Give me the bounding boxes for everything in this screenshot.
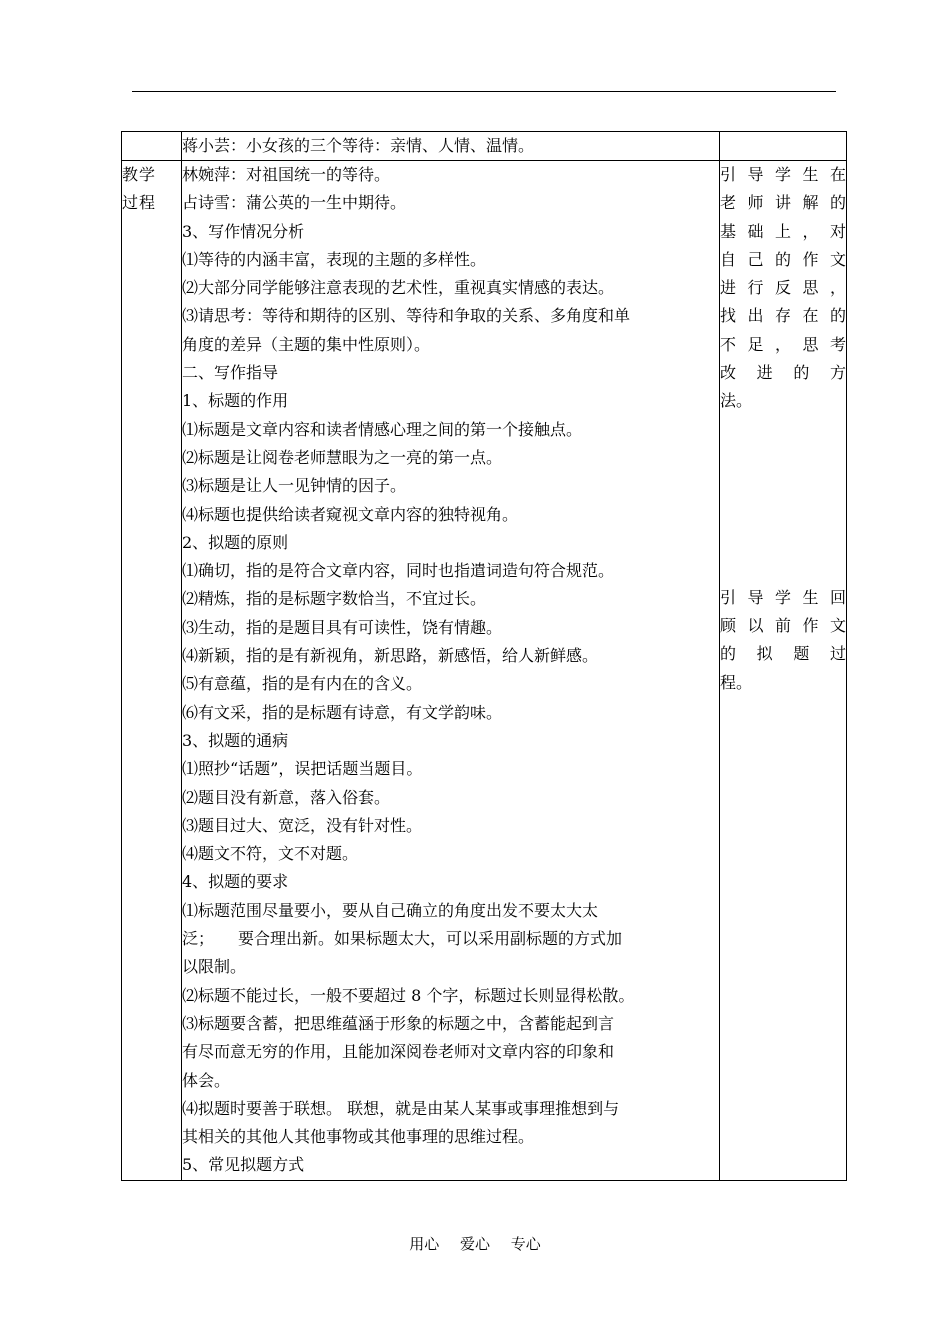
table-row	[122, 132, 847, 161]
note-line: 程。	[720, 672, 753, 692]
content-line: ⑵题目没有新意，落入俗套。	[182, 787, 391, 807]
note-line: 基础上，对	[720, 221, 846, 241]
content-line: ⑹有文采，指的是标题有诗意，有文学韵味。	[182, 702, 503, 722]
table-row	[122, 161, 847, 1181]
content-line: ⑶题目过大、宽泛，没有针对性。	[182, 815, 423, 835]
content-line: ⑵精炼，指的是标题字数恰当，不宜过长。	[182, 589, 487, 609]
content-line: ⑴标题是文章内容和读者情感心理之间的第一个接触点。	[182, 419, 583, 439]
content-line: 4、拟题的要求	[182, 872, 289, 892]
note-cell-empty	[720, 132, 847, 161]
note-line: 的拟题过	[720, 644, 846, 664]
content-line: ⑶请思考：等待和期待的区别、等待和争取的关系、多角度和单	[182, 306, 631, 326]
content-line: 角度的差异（主题的集中性原则）。	[182, 334, 431, 354]
content-line: ⑴照抄“话题”，误把话题当题目。	[182, 759, 423, 779]
content-cell	[182, 161, 720, 1181]
content-line: ⑷拟题时要善于联想。 联想，就是由某人某事或事理推想到与	[182, 1098, 620, 1118]
content-line: 有尽而意无穷的作用，且能加深阅卷老师对文章内容的印象和	[182, 1042, 615, 1062]
note-line: 改进的方	[720, 363, 846, 383]
note-line: 进行反思，	[720, 278, 846, 298]
content-line: ⑷新颖，指的是有新视角，新思路，新感悟，给人新鲜感。	[182, 646, 599, 666]
note-block-1	[720, 161, 846, 416]
note-line: 不足，思考	[720, 334, 846, 354]
content-line: 5、常见拟题方式	[182, 1155, 305, 1175]
content-line: ⑷标题也提供给读者窥视文章内容的独特视角。	[182, 504, 519, 524]
content-line: 3、拟题的通病	[182, 730, 289, 750]
note-block-2	[720, 584, 846, 697]
content-line: ⑵标题不能过长，一般不要超过 8 个字，标题过长则显得松散。	[182, 985, 635, 1005]
label-cell-empty	[122, 132, 182, 161]
note-line: 引导学生回	[720, 587, 846, 607]
footer-word: 爱心	[459, 1235, 490, 1253]
content-line: ⑵大部分同学能够注意表现的艺术性，重视真实情感的表达。	[182, 278, 615, 298]
section-label-cell	[122, 161, 182, 1181]
content-line: ⑴等待的内涵丰富，表现的主题的多样性。	[182, 249, 487, 269]
content-line: 1、标题的作用	[182, 391, 289, 411]
note-line: 老师讲解的	[720, 193, 846, 213]
content-line: ⑶标题是让人一见钟情的因子。	[182, 476, 407, 496]
content-line: ⑵标题是让阅卷老师慧眼为之一亮的第一点。	[182, 447, 503, 467]
content-line: ⑶生动，指的是题目具有可读性，饶有情趣。	[182, 617, 503, 637]
section-label-line: 过程	[122, 193, 157, 213]
content-line: 其相关的其他人其他事物或其他事理的思维过程。	[182, 1127, 535, 1147]
content-line: 泛； 要合理出新。如果标题太大，可以采用副标题的方式加	[182, 929, 623, 949]
header-rule	[132, 91, 836, 92]
content-line: ⑴标题范围尽量要小，要从自己确立的角度出发不要太大太	[182, 900, 599, 920]
footer-word: 用心	[409, 1235, 440, 1253]
content-line: 二、写作指导	[182, 363, 279, 383]
content-line: 3、写作情况分析	[182, 221, 305, 241]
content-line: ⑷题文不符，文不对题。	[182, 844, 359, 864]
content-line: 占诗雪：蒲公英的一生中期待。	[182, 193, 407, 213]
content-line: ⑶标题要含蓄，把思维蕴涵于形象的标题之中，含蓄能起到言	[182, 1013, 615, 1033]
content-line: ⑴确切，指的是符合文章内容，同时也指遣词造句符合规范。	[182, 561, 615, 581]
note-gap	[720, 416, 846, 584]
content-line: 以限制。	[182, 957, 247, 977]
section-label-line: 教学	[122, 165, 157, 184]
content-line: 2、拟题的原则	[182, 532, 289, 552]
note-line: 法。	[720, 391, 753, 411]
content-line: ⑸有意蕴，指的是有内在的含义。	[182, 674, 423, 694]
page-footer	[0, 1233, 950, 1254]
note-cell	[720, 161, 847, 1181]
lesson-plan-table	[121, 131, 847, 1181]
content-line: 体会。	[182, 1070, 231, 1090]
content-line: 蒋小芸：小女孩的三个等待：亲情、人情、温情。	[182, 136, 535, 155]
content-cell	[182, 132, 720, 161]
note-line: 自己的作文	[720, 249, 846, 269]
note-line: 找出存在的	[720, 306, 846, 326]
content-line: 林婉萍：对祖国统一的等待。	[182, 165, 391, 184]
note-line: 引导学生在	[720, 165, 846, 184]
footer-word: 专心	[510, 1235, 541, 1253]
note-line: 顾以前作文	[720, 615, 846, 635]
